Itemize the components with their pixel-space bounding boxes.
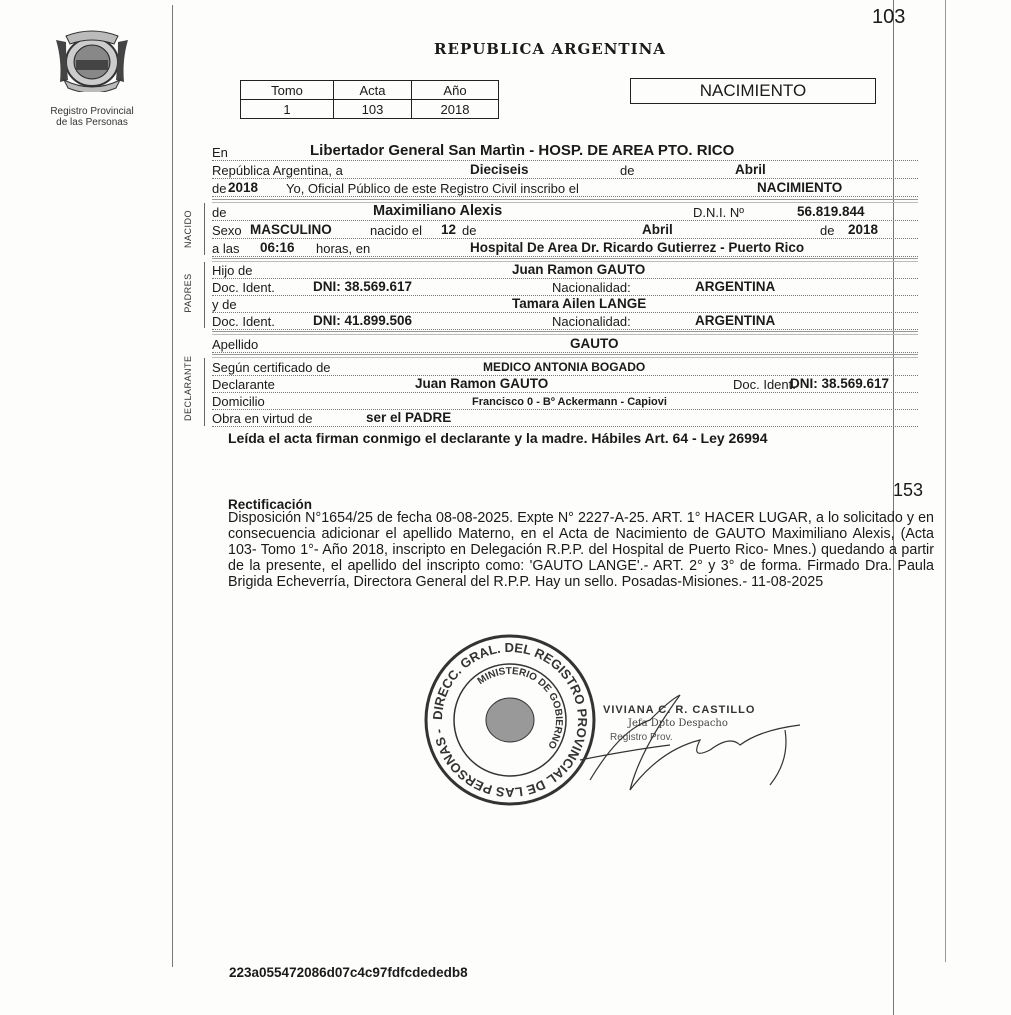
row-madre-doc: [212, 312, 918, 330]
section-declarante: DECLARANTE: [183, 355, 193, 421]
value-ano: 2018: [412, 100, 499, 119]
nac1-label: Nacionalidad:: [552, 280, 631, 295]
row-domicilio: [212, 392, 918, 410]
republica-label: República Argentina, a: [212, 163, 343, 178]
name-label: de: [212, 205, 227, 220]
row-hora: [212, 239, 918, 257]
cert-value: MEDICO ANTONIA BOGADO: [483, 360, 646, 374]
republica-day: Dieciseis: [470, 162, 529, 177]
section-nacido: NACIDO: [183, 210, 193, 249]
yde-label: y de: [212, 297, 237, 312]
handwritten-signature: [560, 690, 810, 805]
row-madre: [212, 295, 918, 313]
dom-label: Domicilio: [212, 394, 265, 409]
record-type-box: NACIMIENTO: [630, 78, 876, 104]
republica-month: Abril: [735, 162, 766, 177]
page-number: 103: [872, 6, 906, 28]
section-padres: PADRES: [183, 273, 193, 313]
value-acta: 103: [334, 100, 412, 119]
year-value: 2018: [228, 180, 259, 195]
nac2-label: Nacionalidad:: [552, 314, 631, 329]
padres-bracket: [204, 262, 205, 328]
padre-value: Juan Ramon GAUTO: [512, 262, 646, 277]
dom-value: Francisco 0 - Bº Ackermann - Capiovi: [472, 396, 667, 408]
cert-label: Según certificado de: [212, 360, 331, 375]
row-en: [212, 143, 918, 161]
nacido-month: Abril: [642, 222, 673, 237]
logo-caption-line1: Registro Provincial: [50, 106, 134, 117]
header-acta: Acta: [334, 81, 412, 100]
doc2-label: Doc. Ident.: [212, 314, 275, 329]
official-text: Yo, Oficial Público de este Registro Civil inscribo el: [286, 181, 579, 196]
doc2-value: DNI: 41.899.506: [313, 313, 413, 328]
horas-label: horas, en: [316, 241, 371, 256]
logo-caption: [27, 106, 157, 128]
closing-text: Leída el acta firman conmigo el declarante y la madre. Hábiles Art. 64 - Ley 26994: [228, 430, 768, 446]
row-padre: [212, 261, 918, 279]
row-obra: [212, 409, 918, 427]
rectification-body: Disposición N°1654/25 de fecha 08-08-2025. Expte N° 2227-A-25. ART. 1° HACER LUGAR, a lo solicitado y en consecuencia adicionar el apellido Materno, en el Acta de Nacimiento de GAUTO Maximiliano Alexis, (Acta 103- Tomo 1°- Año 2018, inscripto en Delegación R.P.P. del Hospital de Puerto Rico- Mnes.) quedando a partir de la presente, el apellido del inscripto como: 'GAUTO LANGE'.- ART. 2° y 3° de forma. Firmado Dra. Paula Brigida Echeverría, Directora General del R.P.P. Hay un sello. Posadas-Misiones.- 11-08-2025: [228, 510, 934, 590]
margin-number: 153: [893, 480, 924, 500]
row-declarante: [212, 375, 918, 393]
value-tomo: 1: [241, 100, 334, 119]
signer-role: Jefa Dpto Despacho: [628, 718, 728, 729]
nacido-year-de: de: [820, 223, 835, 238]
row-year: [212, 179, 918, 197]
outer-margin-rule: [945, 0, 946, 962]
sexo-value: MASCULINO: [250, 222, 332, 237]
obra-value: ser el PADRE: [366, 410, 452, 425]
left-margin-rule: [172, 5, 173, 967]
decl-value: Juan Ramon GAUTO: [415, 376, 549, 391]
svg-text:MINISTERIO DE GOBIERNO: MINISTERIO DE GOBIERNO: [475, 665, 565, 751]
header-ano: Año: [412, 81, 499, 100]
nacido-bracket: [204, 203, 205, 255]
hijo-label: Hijo de: [212, 263, 253, 278]
signer-office: Registro Prov.: [610, 732, 673, 743]
dni-label: D.N.I. Nº: [693, 205, 744, 220]
lugar-value: Hospital De Area Dr. Ricardo Gutierrez - Puerto Rico: [470, 240, 805, 255]
rectification-heading: Rectificación: [228, 497, 313, 512]
header-tomo: Tomo: [241, 81, 334, 100]
name-value: Maximiliano Alexis: [373, 203, 503, 219]
apellido-label: Apellido: [212, 337, 259, 352]
decl-doc-value: DNI: 38.569.617: [790, 376, 890, 391]
signer-name: VIVIANA C. R. CASTILLO: [603, 704, 756, 716]
alas-label: a las: [212, 241, 240, 256]
document-title: REPUBLICA ARGENTINA: [434, 40, 666, 58]
row-name: [212, 203, 918, 221]
apellido-value: GAUTO: [570, 336, 619, 351]
logo-caption-line2: de las Personas: [56, 117, 128, 128]
doc1-value: DNI: 38.569.617: [313, 279, 413, 294]
decl-doc-label: Doc. Ident.: [733, 377, 796, 392]
nacido-label: nacido el: [370, 223, 423, 238]
en-value: Libertador General San Martìn - HOSP. DE AREA PTO. RICO: [310, 142, 735, 159]
row-padre-doc: [212, 278, 918, 296]
madre-value: Tamara Ailen LANGE: [512, 296, 647, 311]
row-certificado: [212, 358, 918, 376]
row-republica: [212, 161, 918, 179]
dni-value: 56.819.844: [797, 204, 865, 219]
svg-text:DIRECC. GRAL. DEL REGISTRO PRO: DIRECC. GRAL. DEL REGISTRO PROVINCIAL DE LAS PERSONAS -: [429, 639, 591, 801]
year-de: de: [212, 181, 227, 196]
nac1-value: ARGENTINA: [695, 279, 776, 294]
nacido-day: 12: [441, 222, 457, 237]
nacido-de: de: [462, 223, 477, 238]
hora-value: 06:16: [260, 240, 295, 255]
inscribe-value: NACIMIENTO: [757, 180, 843, 195]
declarante-bracket: [204, 358, 205, 426]
en-label: En: [212, 145, 228, 160]
row-sexo: [212, 221, 918, 239]
nacido-year: 2018: [848, 222, 879, 237]
index-table: [240, 80, 499, 119]
decl-label: Declarante: [212, 377, 275, 392]
document-hash: 223a055472086d07c4c97fdfcdededb8: [229, 965, 468, 980]
doc1-label: Doc. Ident.: [212, 280, 275, 295]
nac2-value: ARGENTINA: [695, 313, 776, 328]
row-apellido: [212, 335, 918, 353]
republica-de: de: [620, 163, 635, 178]
sexo-label: Sexo: [212, 223, 242, 238]
obra-label: Obra en virtud de: [212, 411, 313, 426]
